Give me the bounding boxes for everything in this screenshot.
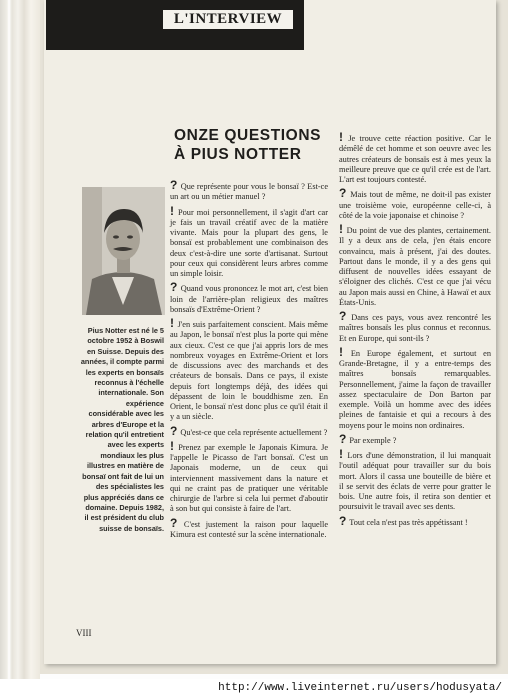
article-paragraph xyxy=(170,515,329,541)
answer-mark-glyph: ! xyxy=(170,438,174,453)
answer-mark-glyph: ! xyxy=(339,447,343,461)
article-title-line-2: À PIUS NOTTER xyxy=(174,146,302,163)
article-paragraph xyxy=(339,130,492,185)
paragraph-text: Dans ces pays, vous avez rencontré les maîtres bonsaïs les plus connus et reconnus. Et en Europe, qui sont-ils ? xyxy=(339,313,491,343)
article-paragraph xyxy=(339,309,491,344)
question-mark-glyph: ? xyxy=(170,178,178,192)
answer-mark-glyph: ! xyxy=(339,222,343,236)
paragraph-text: Mais tout de même, ne doit-il pas exister une troisième voie, européenne celle-ci, à côté de la voie japonaise et chinoise ? xyxy=(339,190,491,220)
article-paragraph xyxy=(339,222,491,308)
answer-mark-glyph: ! xyxy=(170,316,174,330)
paragraph-text: Je trouve cette réaction positive. Car le démêlé de cet homme et son oeuvre avec les autres créateurs de bonsaïs est à mes yeux la meilleure preuve que ce qu'il crée est de l'art. L'art est toujours contesté. xyxy=(339,134,492,184)
article-column-right xyxy=(339,130,492,532)
paragraph-text: Qu'est-ce que cela représente actuellement ? xyxy=(180,427,328,437)
article-paragraph xyxy=(339,344,492,431)
answer-mark-glyph: ! xyxy=(339,344,343,359)
paragraph-text: Que représente pour vous le bonsaï ? Est-ce un art ou un métier manuel ? xyxy=(170,182,329,202)
article-paragraph xyxy=(170,438,328,515)
answer-mark-glyph: ! xyxy=(170,203,174,218)
paragraph-text: Lors d'une démonstration, il lui manquait l'outil adéquat pour travailler sur du bois mort. Alors il cassa une bouteille de bière et il se servit des éclats de verre pour gratter le bois. Une autre fois, il retira son dentier et poursuivit le travail avec ses dents. xyxy=(339,451,491,512)
article-paragraph xyxy=(339,513,491,528)
article-paragraph xyxy=(170,423,328,438)
photo-caption: Pius Notter est né le 5 octobre 1952 à Boswil en Suisse. Depuis des années, il compte parmi les experts en bonsaïs reconnus à l'échelle internationale. Son expérience considérable avec les arbres d'Europe et la relation qu'il entretient avec les experts mondiaux les plus illustres en matière de bonsaï ont fait de lui un des spécialistes les plus appréciés dans ce domaine. Depuis 1982, il est président du club suisse de bonsaïs. xyxy=(80,326,164,533)
question-mark-glyph: ? xyxy=(339,186,347,201)
question-mark-glyph: ? xyxy=(339,513,347,528)
paragraph-text: En Europe également, et surtout en Grande-Bretagne, il y a entre-temps des maîtres bonsaïs remarquables. Personnellement, j'aime la façon de travailler assez spectaculaire de Don Barton par exemple. Voilà un homme avec des idées pleines de fantaisie et qui a recours à des moyens pour le moins non ordinaires. xyxy=(339,348,492,430)
question-mark-glyph: ? xyxy=(170,423,178,438)
section-header-label: L'INTERVIEW xyxy=(173,11,283,27)
page-binding-edge xyxy=(0,0,40,679)
watermark-url: http://www.liveinternet.ru/users/hodusyata/ xyxy=(218,682,502,694)
article-paragraph xyxy=(170,178,329,203)
question-mark-glyph: ? xyxy=(339,431,347,446)
answer-mark-glyph: ! xyxy=(339,130,343,144)
article-paragraph xyxy=(339,186,491,221)
question-mark-glyph: ? xyxy=(170,515,178,530)
paragraph-text: Prenez par exemple le Japonais Kimura. Je l'appelle le Picasso de l'art bonsaï. C'est un Japonais moderne, un de ceux qui interviennent massivement dans la nature et qui ne craint pas de pratiquer une véritable chirurgie de l'arbre si cela lui permet d'aboutir à son but qui consiste à faire de l'art. xyxy=(170,442,328,514)
section-header-box xyxy=(162,9,294,30)
article-title xyxy=(174,126,334,164)
article-paragraph xyxy=(170,316,328,423)
page-folio-number: VIII xyxy=(76,628,92,638)
article-paragraph xyxy=(339,431,491,446)
paragraph-text: Du point de vue des plantes, certainement. Il y a deux ans de cela, j'en étais encore convaincu, mais à présent, j'ai des doutes. Partout dans le monde, il y a des gens qui diffusent de nouvelles idées essayant de s'éloigner des clichés. C'est ce que j'ai vécu au Japon mais aussi en Chine, à Hawaï et aux États-Unis. xyxy=(339,226,491,307)
paragraph-text: J'en suis parfaitement conscient. Mais même au Japon, le bonsaï n'est plus la porte qui mène aux cieux. C'est ce que j'ai appris lors de mes nombreux voyages en Extrême-Orient et lors de discussions avec des marchands et des créateurs de bonsaïs. Dans ce pays, il existe depuis fort longtemps déjà, des idées qui dépassent de loin le bouddhisme zen. En Orient, le bonsaï n'est donc plus ce qu'il était il y a un siècle. xyxy=(170,320,328,422)
question-mark-glyph: ? xyxy=(170,280,178,295)
portrait-photo-drawing xyxy=(82,187,165,315)
article-paragraph xyxy=(170,203,328,280)
portrait-photo xyxy=(82,187,165,315)
paragraph-text: Par exemple ? xyxy=(349,435,397,445)
question-mark-glyph: ? xyxy=(339,309,347,323)
article-paragraph xyxy=(339,447,491,513)
article-title-line-1: ONZE QUESTIONS xyxy=(174,127,322,144)
article-column-left xyxy=(170,178,329,544)
paragraph-text: C'est justement la raison pour laquelle Kimura est contesté sur la scène internationale. xyxy=(170,519,329,539)
paragraph-text: Pour moi personnellement, il s'agit d'art car je fais un travail créatif avec de la matière vivante. Mais pour la plupart des gens, le bonsaï est probablement une combinaison des deux c'est-à-dire une sorte d'artisanat. Surtout pour ceux qui considèrent leurs arbres comme un simple loisir. xyxy=(170,207,328,278)
article-paragraph xyxy=(170,280,329,315)
paragraph-text: Quand vous prononcez le mot art, c'est bien loin de l'arrière-plan religieux des maîtres bonsaïs d'Extrême-Orient ? xyxy=(170,284,329,314)
paragraph-text: Tout cela n'est pas très appétissant ! xyxy=(349,517,468,527)
